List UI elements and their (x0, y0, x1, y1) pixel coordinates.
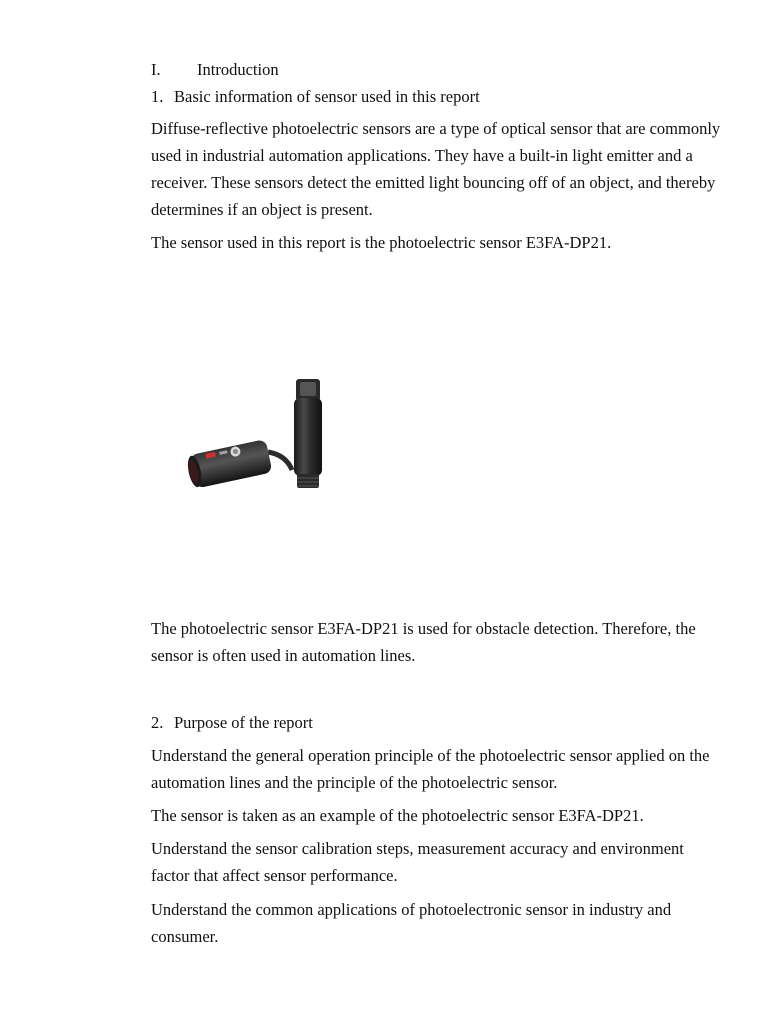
subsection-1-title: Basic information of sensor used in this report (174, 87, 480, 106)
subsection-1-number: 1. (151, 87, 164, 106)
purpose-paragraph-2: The sensor is taken as an example of the photoelectric sensor E3FA-DP21. (151, 806, 644, 825)
subsection-2-number: 2. (151, 713, 164, 732)
subsection-1-heading (151, 87, 480, 107)
intro-paragraph: Diffuse-reflective photoelectric sensors are a type of optical sensor that are commonly used in industrial automation applications. They have a built-in light emitter and a receiver. These sensors detect the emitted light bouncing off of an object, and thereby determines if an object is present. (151, 119, 721, 219)
obstacle-detection-paragraph: The photoelectric sensor E3FA-DP21 is used for obstacle detection. Therefore, the sensor is often used in automation lines. (151, 619, 696, 665)
sensor-model-paragraph: The sensor used in this report is the photoelectric sensor E3FA-DP21. (151, 233, 612, 252)
subsection-2-title: Purpose of the report (174, 713, 313, 732)
section-number: I. (151, 60, 161, 79)
section-title: Introduction (197, 60, 279, 79)
purpose-paragraph-1: Understand the general operation principle of the photoelectric sensor applied on the automation lines and the principle of the photoelectric sensor. (151, 746, 710, 792)
purpose-paragraph-3: Understand the sensor calibration steps, measurement accuracy and environment factor that affect sensor performance. (151, 839, 684, 885)
section-heading (151, 60, 279, 80)
subsection-2-heading (151, 713, 313, 733)
sensor-photo (180, 370, 350, 505)
purpose-paragraph-4: Understand the common applications of photoelectronic sensor in industry and consumer. (151, 900, 672, 946)
